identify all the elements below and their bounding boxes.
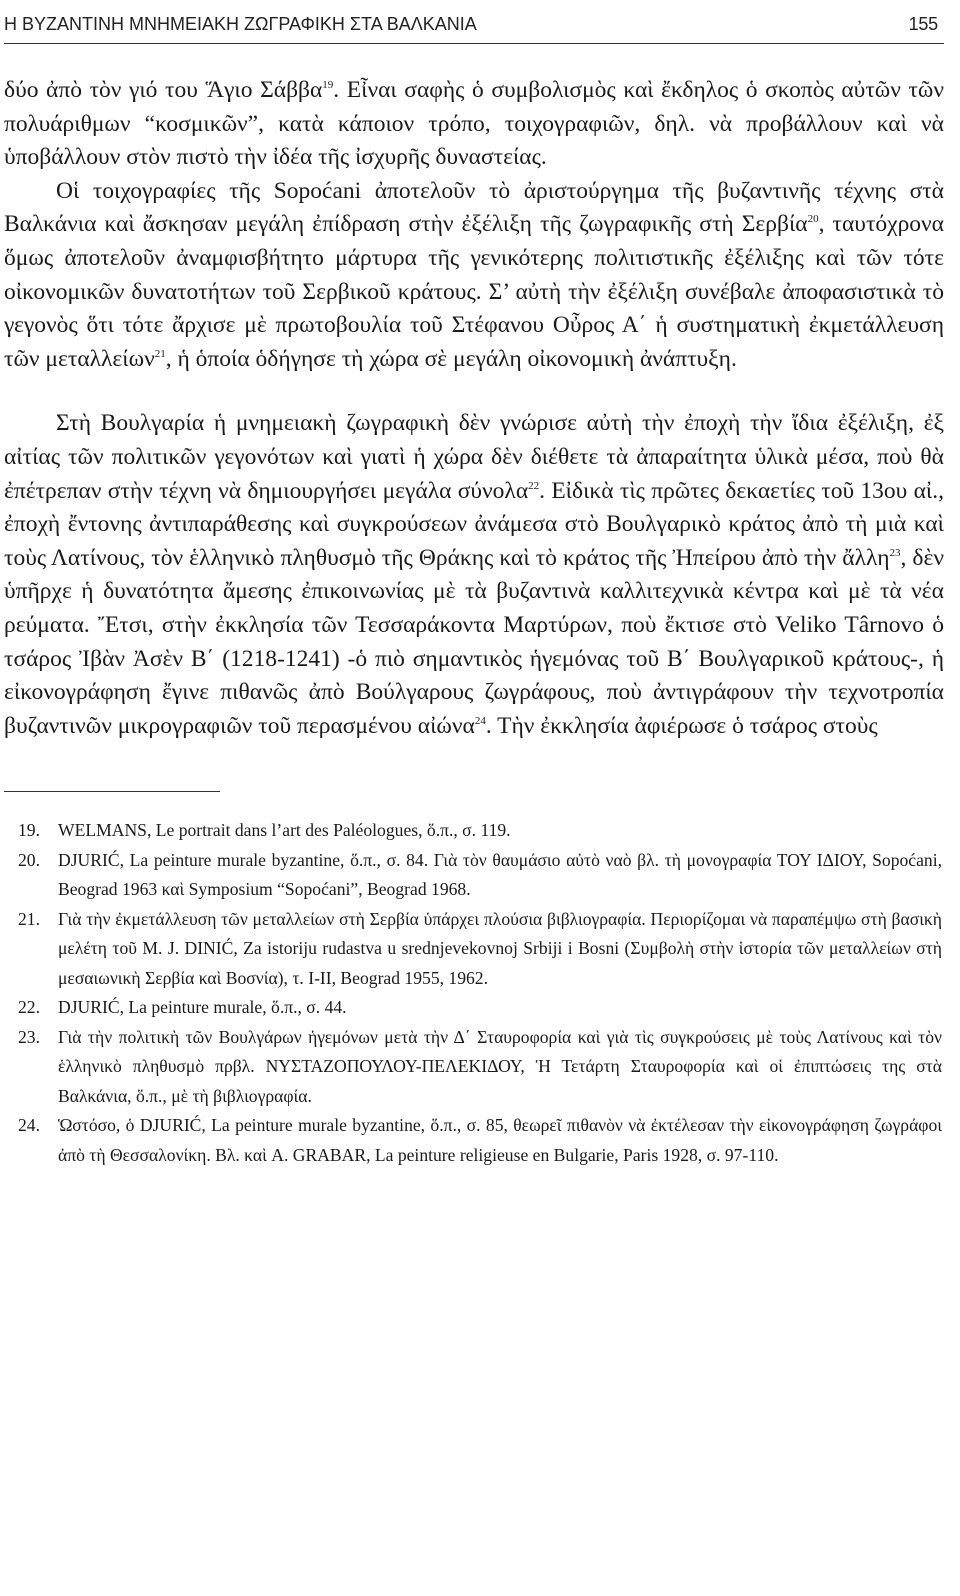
footnote-text: Ὡστόσο, ὁ DJURIĆ, La peinture murale byzantine, ὅ.π., σ. 85, θεωρεῖ πιθανὸν νὰ ἐκτέλεσαν τὴν εἰκονογράφηση ζωγράφοι ἀπὸ τὴ Θεσσαλονίκη. Βλ. καὶ A. GRABAR, La peinture religieuse en Bulgarie, Paris 1928, σ. 97-110. (58, 1115, 942, 1165)
footnote-number: 24. (18, 1115, 40, 1136)
footnote-21 (4, 905, 944, 994)
footnote-text: DJURIĆ, La peinture murale byzantine, ὅ.π., σ. 84. Γιὰ τὸν θαυμάσιο αὐτὸ ναὸ βλ. τὴ μονογραφία ΤΟΥ ΙΔΙΟΥ, Sopoćani, Beograd 1963 καὶ Symposium “Sopoćani”, Beograd 1968. (58, 849, 942, 900)
footnote-ref-22[interactable]: 22 (528, 479, 540, 492)
footnote-ref-23[interactable]: 23 (889, 546, 901, 559)
paragraph-text: Στὴ Βουλγαρία ἡ μνημειακὴ ζωγραφικὴ δὲν γνώρισε αὐτὴ τὴν ἐποχὴ τὴν ἴδια ἐξέλιξη, ἐξ αἰτίας τῶν πολιτικῶν γεγονότων καὶ γιατὶ ἡ χώρα δὲν διέθετε τὰ ἀπαραίτητα ὑλικὰ μέσα, ποὺ θὰ ἐπέτρεπαν στὴν τέχνη νὰ δημιουργήσει μεγάλα σύνολα (4, 410, 944, 504)
footnote-text: WELMANS, Le portrait dans l’art des Paléologues, ὅ.π., σ. 119. (58, 820, 511, 841)
running-title: Η ΒΥΖΑΝΤΙΝΗ ΜΝΗΜΕΙΑΚΗ ΖΩΓΡΑΦΙΚΗ ΣΤΑ ΒΑΛΚΑΝΙΑ (4, 14, 477, 34)
footnote-22 (4, 993, 944, 1023)
book-page (4, 14, 944, 1170)
paragraph-text: , δὲν ὑπῆρχε ἡ δυνατότητα ἄμεσης ἐπικοινωνίας μὲ τὰ βυζαντινὰ καλλιτεχνικὰ κέντρα καὶ μὲ τὰ νέα ρεύματα. Ἔτσι, στὴν ἐκκλησία τῶν Τεσσαράκοντα Μαρτύρων, ποὺ ἔκτισε στὸ Veliko Târnovo ὁ τσάρος Ἰβὰν Ἀσὲν Β΄ (1218-1241) -ὁ πιὸ σημαντικὸς ἡγεμόνας τοῦ Β΄ Βουλγαρικοῦ κράτους-, ἡ εἰκονογράφηση ἔγινε πιθανῶς ἀπὸ Βούλγαρους ζωγράφους, ποὺ ἀντιγράφουν τὴν τεχνοτροπία βυζαντινῶν μικρογραφιῶν τοῦ περασμένου αἰώνα (4, 544, 944, 739)
paragraph-text: Οἱ τοιχογραφίες τῆς Sopoćani ἀποτελοῦν τὸ ἀριστούργημα τῆς βυζαντινῆς τέχνης στὰ Βαλκάνια καὶ ἄσκησαν μεγάλη ἐπίδραση στὴν ἐξέλιξη τῆς ζωγραφικῆς στὴ Σερβία (4, 177, 944, 238)
paragraph-text: δύο ἀπὸ τὸν γιό του Ἅγιο Σάββα (4, 77, 323, 103)
footnote-text: DJURIĆ, La peinture murale, ὅ.π., σ. 44. (58, 997, 347, 1018)
running-header (4, 14, 944, 44)
page-number: 155 (908, 14, 938, 34)
paragraph-text: , ἡ ὁποία ὁδήγησε τὴ χώρα σὲ μεγάλη οἰκονομικὴ ἀνάπτυξη. (165, 345, 737, 372)
footnote-number: 23. (18, 1026, 40, 1047)
paragraph-2 (4, 175, 944, 377)
main-text (4, 74, 944, 743)
footnote-20 (4, 846, 944, 905)
footnote-24 (4, 1111, 944, 1170)
footnote-number: 21. (18, 908, 40, 929)
paragraph-3 (4, 407, 944, 743)
footnote-text: Γιὰ τὴν πολιτικὴ τῶν Βουλγάρων ἡγεμόνων μετὰ τὴν Δ΄ Σταυροφορία καὶ γιὰ τὶς συγκρούσεις μὲ τοὺς Λατίνους καὶ τὸν ἑλληνικὸ πληθυσμὸ πρβλ. ΝΥΣΤΑΖΟΠΟΥΛΟΥ-ΠΕΛΕΚΙΔΟΥ, Ἡ Τετάρτη Σταυροφορία καὶ οἱ ἐπιπτώσεις της στὰ Βαλκάνια, ὅ.π., μὲ τὴ βιβλιογραφία. (58, 1026, 942, 1106)
footnotes (4, 816, 944, 1170)
footnote-23 (4, 1023, 944, 1112)
footnote-ref-21[interactable]: 21 (154, 347, 166, 360)
paragraph-text: , ταυτόχρονα ὅμως ἀποτελοῦν ἀναμφισβήτητο μάρτυρα τῆς γενικότερης πολιτιστικῆς ἐξέλιξης καὶ τῶν τότε οἰκονομικῶν δυνατοτήτων τοῦ Σερβικοῦ κράτους. Σ’ αὐτὴ τὴν ἐξέλιξη συνέβαλε ἀποφασιστικὰ τὸ γεγονὸς ὅτι τότε ἄρχισε μὲ πρωτοβουλία τοῦ Στέφανου Οὖρος Α΄ ἡ συστηματικὴ ἐκμετάλλευση τῶν μεταλλείων (4, 211, 944, 372)
footnote-number: 19. (18, 820, 40, 841)
footnote-text: Γιὰ τὴν ἐκμετάλλευση τῶν μεταλλείων στὴ Σερβία ὑπάρχει πλούσια βιβλιογραφία. Περιορίζομαι νὰ παραπέμψω στὴ βασικὴ μελέτη τοῦ M. J. DINIĆ, Za istoriju rudastva u srednjevekovnoj Srbiji i Bosni (Συμβολὴ στὴν ἱστορία τῶν μεταλλείων στὴ μεσαιωνικὴ Σερβία καὶ Βοσνία), τ. I-II, Beograd 1955, 1962. (58, 908, 942, 988)
footnote-ref-24[interactable]: 24 (474, 714, 486, 727)
footnote-number: 22. (18, 997, 40, 1018)
footnote-ref-19[interactable]: 19 (322, 79, 334, 91)
paragraph-text: . Τὴν ἐκκλησία ἀφιέρωσε ὁ τσάρος στοὺς (485, 712, 878, 739)
footnote-number: 20. (18, 849, 40, 870)
paragraph-1 (4, 74, 944, 175)
footnote-separator (4, 791, 220, 792)
footnote-19 (4, 816, 944, 846)
paragraph-text: . Εἰδικὰ τὶς πρῶτες δεκαετίες τοῦ 13ου αἰ., ἐποχὴ ἔντονης ἀντιπαράθεσης καὶ συγκρούσεων ἀνάμεσα στὸ Βουλγαρικὸ κράτος ἀπὸ τὴ μιὰ καὶ τοὺς Λατίνους, τὸν ἑλληνικὸ πληθυσμὸ τῆς Θράκης καὶ τὸ κράτος τῆς Ἠπείρου ἀπὸ τὴν ἄλλη (4, 477, 944, 571)
footnote-ref-20[interactable]: 20 (807, 213, 819, 226)
paragraph-text: . Εἶναι σαφὴς ὁ συμβολισμὸς καὶ ἔκδηλος ὁ σκοπὸς αὐτῶν τῶν πολυάριθμων “κοσμικῶν”, κατὰ κάποιον τρόπο, τοιχογραφιῶν, δηλ. νὰ προβάλλουν καὶ νὰ ὑποβάλλουν στὸν πιστὸ τὴν ἰδέα τῆς ἰσχυρῆς δυναστείας. (4, 77, 944, 171)
